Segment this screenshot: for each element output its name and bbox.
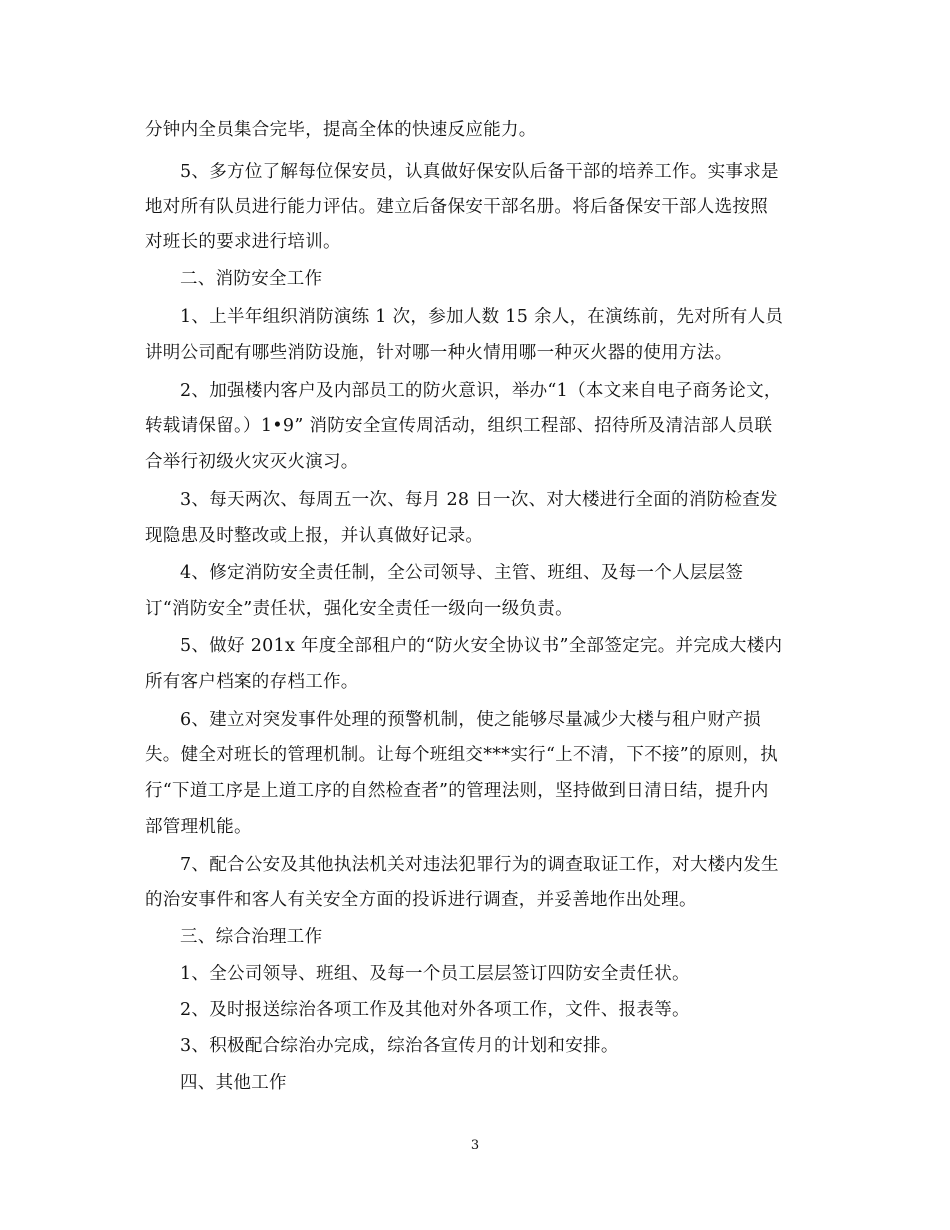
text-line: 现隐患及时整改或上报，并认真做好记录。	[145, 526, 484, 546]
text-line: 2、加强楼内客户及内部员工的防火意识，举办“1（本文来自电子商务论文，	[180, 381, 782, 401]
text-line: 所有客户档案的存档工作。	[145, 672, 359, 692]
text-line: 3、每天两次、每周五一次、每月 28 日一次、对大楼进行全面的消防检查发	[180, 490, 778, 510]
text-line: 行“下道工序是上道工序的自然检查者”的管理法则，坚持做到日清日结，提升内	[145, 781, 769, 801]
text-line: 5、多方位了解每位保安员，认真做好保安队后备干部的培养工作。实事求是	[180, 162, 779, 182]
text-line: 2、及时报送综治各项工作及其他对外各项工作，文件、报表等。	[180, 1000, 690, 1020]
text-line: 7、配合公安及其他执法机关对违法犯罪行为的调查取证工作，对大楼内发生	[180, 855, 779, 875]
text-line: 对班长的要求进行培训。	[145, 232, 341, 252]
section-heading: 四、其他工作	[180, 1073, 287, 1093]
text-line: 转载请保留。）1•9” 消防安全宣传周活动，组织工程部、招待所及清洁部人员联	[145, 416, 773, 436]
text-line: 1、上半年组织消防演练 1 次，参加人数 15 余人，在演练前，先对所有人员	[180, 307, 784, 327]
text-line: 部管理机能。	[145, 817, 252, 837]
text-line: 合举行初级火灾灭火演习。	[145, 452, 359, 472]
page-number: 3	[470, 1138, 480, 1153]
text-line: 4、修定消防安全责任制，全公司领导、主管、班组、及每一个人层层签	[180, 563, 744, 583]
text-line: 1、全公司领导、班组、及每一个员工层层签订四防安全责任状。	[180, 964, 690, 984]
text-line: 失。健全对班长的管理机制。让每个班组交***实行“上不清，下不接”的原则，执	[145, 745, 779, 765]
text-line: 订“消防安全”责任状，强化安全责任一级向一级负责。	[145, 599, 573, 619]
text-line: 3、积极配合综治办完成，综治各宣传月的计划和安排。	[180, 1036, 619, 1056]
section-heading: 三、综合治理工作	[180, 927, 323, 947]
text-line: 分钟内全员集合完毕，提高全体的快速反应能力。	[145, 120, 537, 140]
text-line: 地对所有队员进行能力评估。建立后备保安干部名册。将后备保安干部人选按照	[145, 197, 768, 217]
section-heading: 二、消防安全工作	[180, 269, 323, 289]
text-line: 6、建立对突发事件处理的预警机制，使之能够尽量减少大楼与租户财产损	[180, 710, 762, 730]
text-line: 的治安事件和客人有关安全方面的投诉进行调查，并妥善地作出处理。	[145, 890, 697, 910]
text-line: 5、做好 201x 年度全部租户的“防火安全协议书”全部签定完。并完成大楼内	[180, 636, 783, 656]
text-line: 讲明公司配有哪些消防设施，针对哪一种火情用哪一种灭火器的使用方法。	[145, 343, 733, 363]
